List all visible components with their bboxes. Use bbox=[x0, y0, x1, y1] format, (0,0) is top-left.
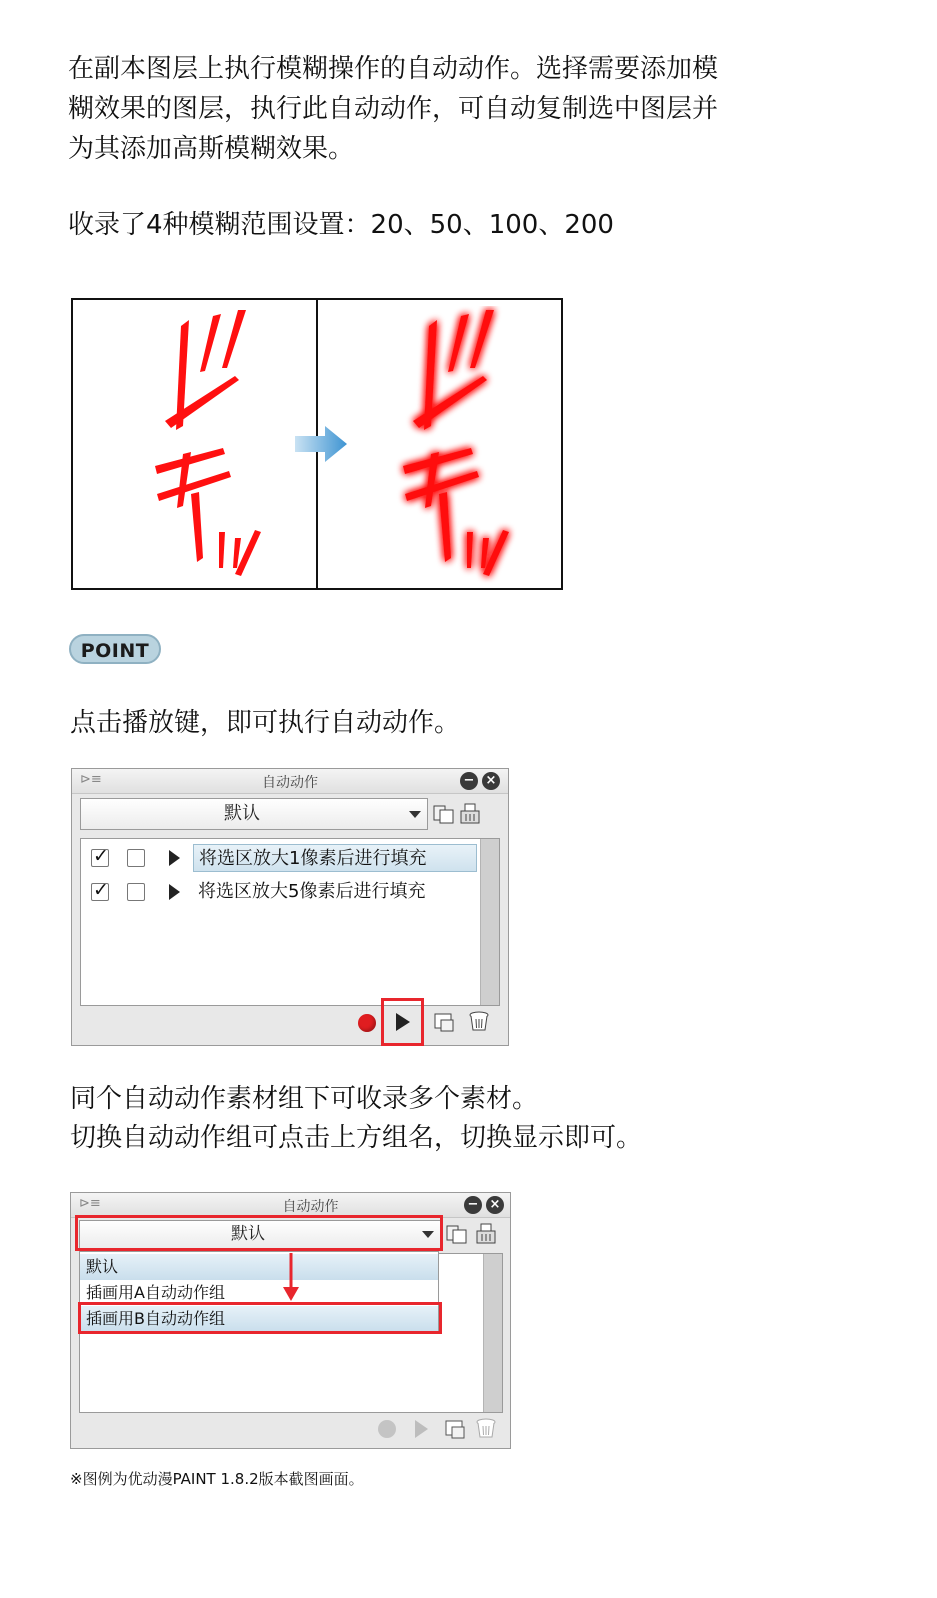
down-arrow-icon bbox=[281, 1251, 301, 1303]
intro-line-3: 为其添加高斯模糊效果。 bbox=[68, 134, 355, 164]
palette-title: 自动动作 bbox=[282, 1199, 339, 1215]
delete-action-set-icon[interactable] bbox=[459, 802, 481, 824]
minimize-icon[interactable]: − bbox=[460, 772, 478, 790]
action-row[interactable] bbox=[81, 841, 499, 875]
set-b-highlight bbox=[78, 1302, 442, 1334]
action-list bbox=[80, 838, 500, 1006]
sfx-glyph-before bbox=[143, 306, 263, 581]
action-label[interactable]: 将选区放大5像素后进行填充 bbox=[198, 881, 426, 902]
record-button[interactable] bbox=[378, 1420, 396, 1438]
new-action-set-icon[interactable] bbox=[433, 803, 455, 825]
action-dialog-checkbox[interactable] bbox=[127, 849, 145, 867]
action-set-dropdown[interactable] bbox=[80, 798, 428, 830]
group-hint-line-1: 同个自动动作素材组下可收录多个素材。 bbox=[70, 1084, 539, 1114]
auto-action-palette-dropdown-open bbox=[70, 1192, 511, 1449]
palette-title: 自动动作 bbox=[262, 775, 318, 791]
action-label[interactable]: 将选区放大1像素后进行填充 bbox=[193, 844, 477, 872]
minimize-icon[interactable]: − bbox=[464, 1196, 482, 1214]
play-button-highlight bbox=[381, 998, 424, 1046]
menu-item-set-a[interactable]: 插画用A自动动作组 bbox=[86, 1283, 225, 1302]
auto-action-palette bbox=[71, 768, 509, 1046]
transform-arrow-icon bbox=[293, 424, 353, 464]
record-button[interactable] bbox=[358, 1014, 376, 1032]
dropdown-highlight bbox=[75, 1215, 443, 1251]
palette-menu-icon[interactable]: ⊳≡ bbox=[79, 1196, 101, 1211]
before-after-comparison bbox=[71, 298, 563, 590]
menu-item-set-b[interactable]: 插画用B自动动作组 bbox=[80, 1306, 438, 1332]
point-badge: POINT bbox=[69, 634, 161, 664]
action-row[interactable] bbox=[81, 875, 499, 909]
delete-action-set-icon[interactable] bbox=[475, 1222, 497, 1244]
list-scrollbar[interactable] bbox=[483, 1254, 502, 1412]
trash-icon[interactable] bbox=[468, 1010, 490, 1032]
action-enabled-checkbox[interactable] bbox=[91, 849, 109, 867]
expand-arrow-icon[interactable] bbox=[169, 884, 180, 900]
sfx-glyph-after bbox=[391, 306, 521, 586]
menu-item-default[interactable]: 默认 bbox=[80, 1254, 438, 1280]
group-hint-line-2: 切换自动动作组可点击上方组名，切换显示即可。 bbox=[70, 1123, 643, 1153]
intro-line-1: 在副本图层上执行模糊操作的自动动作。选择需要添加模 bbox=[68, 54, 719, 84]
action-enabled-checkbox[interactable] bbox=[91, 883, 109, 901]
action-set-name: 默认 bbox=[231, 1224, 265, 1244]
action-set-name: 默认 bbox=[224, 803, 260, 824]
new-action-icon[interactable] bbox=[433, 1011, 455, 1033]
trash-icon[interactable] bbox=[475, 1417, 497, 1439]
play-hint-text: 点击播放键，即可执行自动动作。 bbox=[70, 708, 461, 738]
palette-menu-icon[interactable]: ⊳≡ bbox=[80, 772, 102, 787]
close-icon[interactable]: × bbox=[482, 772, 500, 790]
new-action-set-icon[interactable] bbox=[446, 1223, 468, 1245]
chevron-down-icon bbox=[409, 811, 421, 818]
intro-line-2: 糊效果的图层，执行此自动动作，可自动复制选中图层并 bbox=[68, 94, 719, 124]
play-button[interactable] bbox=[415, 1420, 428, 1438]
expand-arrow-icon[interactable] bbox=[169, 850, 180, 866]
close-icon[interactable]: × bbox=[486, 1196, 504, 1214]
action-dialog-checkbox[interactable] bbox=[127, 883, 145, 901]
footnote: ※图例为优动漫PAINT 1.8.2版本截图画面。 bbox=[70, 1470, 364, 1488]
new-action-icon[interactable] bbox=[444, 1418, 466, 1440]
palette-titlebar[interactable] bbox=[72, 769, 508, 794]
blur-range-line: 收录了4种模糊范围设置：20、50、100、200 bbox=[68, 210, 614, 240]
